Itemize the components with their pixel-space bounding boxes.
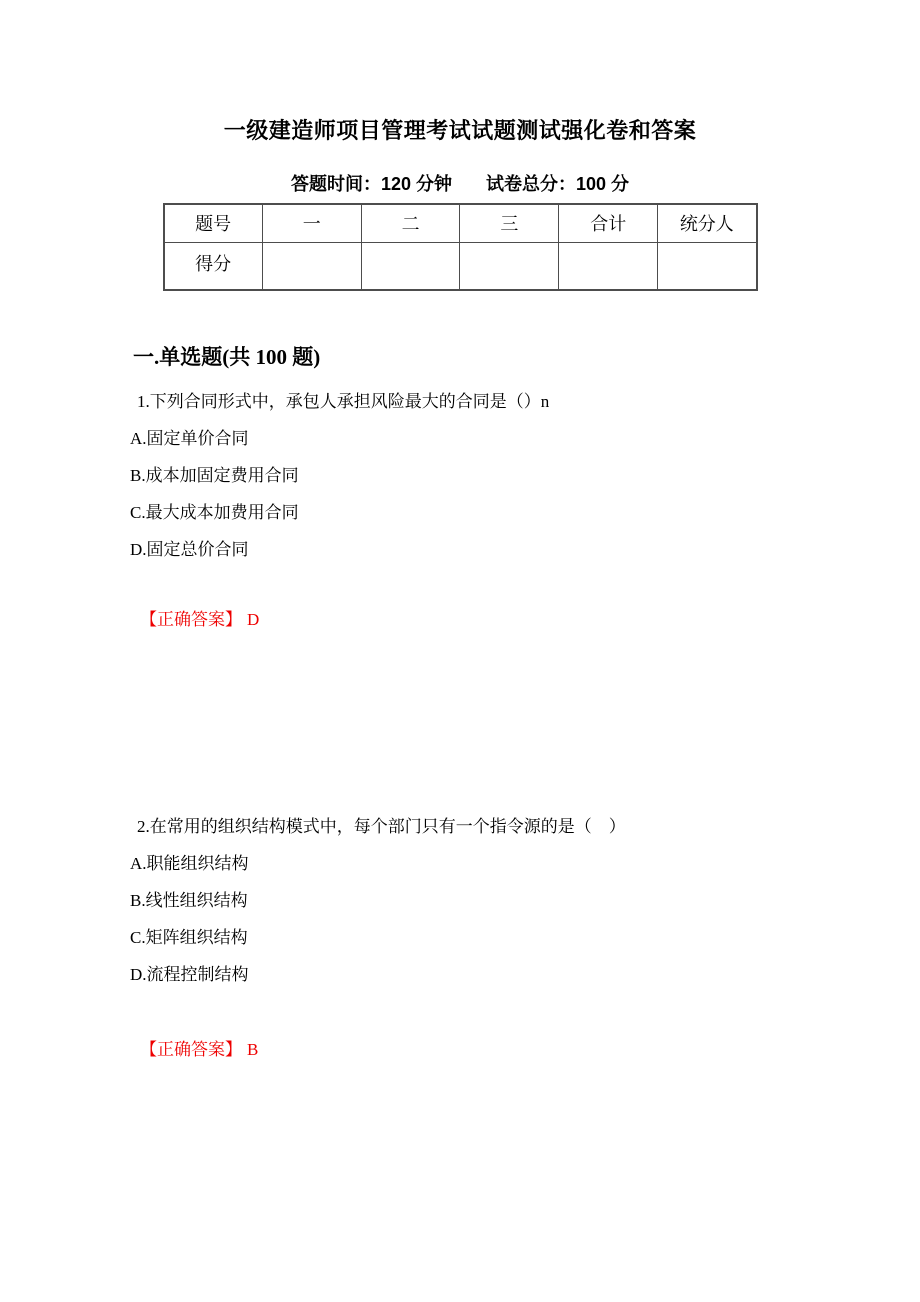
question-1-option-b: B.成本加固定费用合同 [130,466,299,485]
question-2-option-b: B.线性组织结构 [130,891,248,910]
page-title: 一级建造师项目管理考试试题测试强化卷和答案 [223,118,697,143]
score-row-label: 得分 [164,242,263,290]
question-2-option-a: A.职能组织结构 [130,854,249,873]
answer-value: B [247,1040,259,1059]
question-2-option-d: D.流程控制结构 [130,965,249,984]
question-2-block [0,815,920,1062]
score-table-header-part-three: 三 [460,204,559,242]
score-table-score-row [164,242,757,290]
score-cell [262,242,361,290]
question-1-block [0,390,920,632]
score-cell [361,242,460,290]
score-table-header-part-two: 二 [361,204,460,242]
score-table [163,203,758,291]
answer-label: 【正确答案】 [140,1040,242,1059]
question-2-option-c: C.矩阵组织结构 [130,928,248,947]
question-1-option-a: A.固定单价合同 [130,429,249,448]
score-table-header-total: 合计 [559,204,658,242]
score-cell [460,242,559,290]
score-table-header-row [164,204,757,242]
score-table-header-part-one: 一 [262,204,361,242]
section-heading: 一.单选题(共 100 题) [133,345,321,369]
score-table-header-question-no: 题号 [164,204,263,242]
exam-meta-line [0,174,920,194]
score-cell [658,242,757,290]
question-1-text: 1.下列合同形式中，承包人承担风险最大的合同是（）n [137,392,550,411]
answer-value: D [247,610,260,629]
question-2-answer-line [140,1038,920,1062]
exam-time-text: 答题时间：120 分钟 [290,174,452,194]
question-1-option-c: C.最大成本加费用合同 [130,503,299,522]
score-table-header-scorer: 统分人 [658,204,757,242]
question-1-answer-line [140,608,920,632]
answer-label: 【正确答案】 [140,610,242,629]
question-1-option-d: D.固定总价合同 [130,540,249,559]
total-score-text: 试卷总分：100 分 [486,174,630,194]
question-2-text: 2.在常用的组织结构模式中，每个部门只有一个指令源的是（ ） [137,817,626,836]
score-cell [559,242,658,290]
